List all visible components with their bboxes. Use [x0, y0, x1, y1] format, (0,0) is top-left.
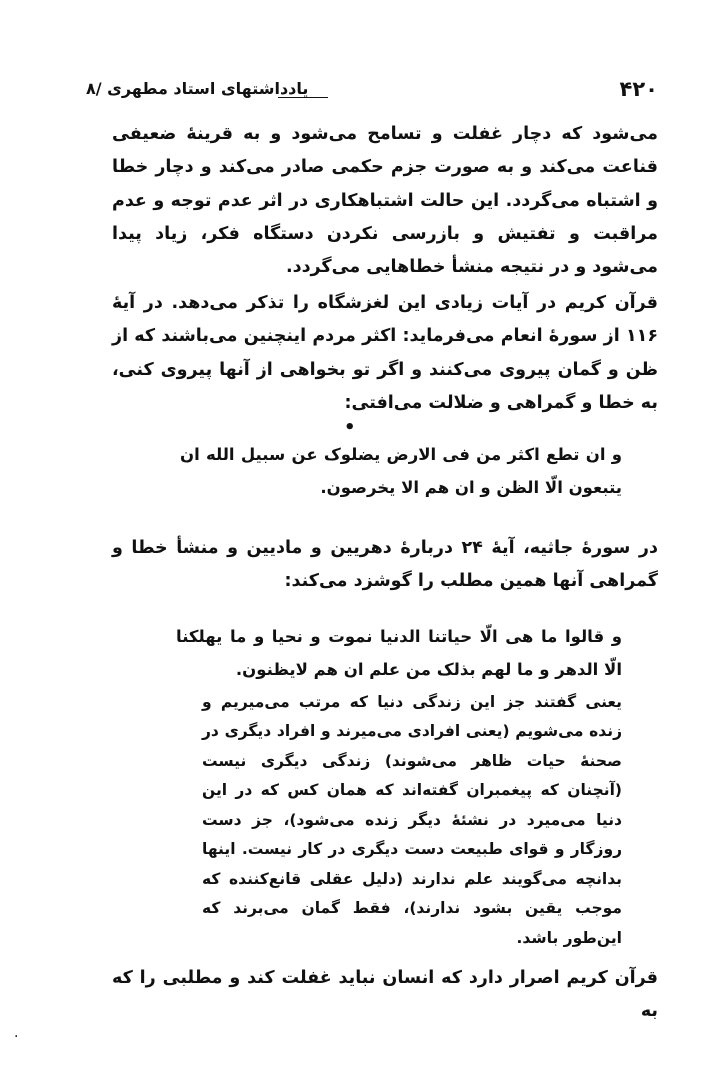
scan-speck: . — [14, 1025, 19, 1041]
translation-paragraph — [202, 688, 622, 953]
paragraph-4-text: قرآن کریم اصرار دارد که انسان نباید غفلت کند و مطلبی را که به — [112, 968, 658, 1022]
paragraph-3-text: در سورهٔ جاثیه، آیهٔ ۲۴ دربارهٔ دهریین و مادیین و منشأ خطا و گمراهی آنها همین مطلب را گوشزد می‌کند: — [112, 538, 658, 592]
stray-dot: • — [344, 417, 356, 438]
paragraph-1 — [112, 118, 658, 284]
paragraph-2 — [112, 287, 658, 420]
quran-quote-1 — [180, 438, 622, 504]
running-title: یادداشتهای استاد مطهری /۸ — [86, 79, 309, 98]
paragraph-1-text: می‌شود که دچار غفلت و تسامح می‌شود و به قرینهٔ ضعیفی قناعت می‌کند و به صورت جزم حکمی صادر می‌کند و دچار خطا و اشتباه می‌گردد. این حالت اشتباهکاری در اثر عدم توجه و عدم مراقبت و تفتیش و بازرسی نکردن دستگاه فکر، زیاد پیدا می‌شود و در نتیجه منشأ خطاهایی می‌گردد. — [112, 124, 658, 277]
quran-quote-2 — [176, 620, 622, 686]
paragraph-3 — [112, 532, 658, 599]
paragraph-4 — [112, 962, 658, 1029]
quran-quote-2-text: و قالوا ما هی الّا حیاتنا الدنیا نموت و نحیا و ما یهلکنا الّا الدهر و ما لهم بذلک من علم ان هم لایظنون. — [176, 627, 622, 679]
page-number: ۴۲۰ — [619, 77, 658, 101]
page-header — [86, 75, 658, 109]
paragraph-2-text: قرآن کریم در آیات زیادی این لغزشگاه را تذکر می‌دهد. در آیهٔ ۱۱۶ از سورهٔ انعام می‌فرماید: اکثر مردم اینچنین می‌باشند که از ظن و گمان پیروی می‌کنند و اگر تو بخواهی از آنها پیروی کنی، به خطا و گمراهی و ضلالت می‌افتی: — [112, 293, 658, 413]
translation-text: یعنی گفتند جز این زندگی دنیا که مرتب می‌میریم و زنده می‌شویم (یعنی افرادی می‌میرند و افراد دیگری در صحنهٔ حیات ظاهر می‌شوند) زندگی دیگری نیست (آنچنان که پیغمبران گفته‌اند که همان کس که در این دنیا می‌میرد در نشئهٔ دیگر زنده می‌شود)، جز دست روزگار و قوای طبیعت دست دیگری در کار نیست. اینها بدانچه می‌گویند علم ندارند (دلیل عقلی قانع‌کننده که موجب یقین بشود ندارند)، فقط گمان می‌برند که این‌طور باشد. — [202, 693, 622, 947]
quran-quote-1-text: و ان تطع اکثر من فی الارض یضلوک عن سبیل الله ان یتبعون الّا الظن و ان هم الا یخرصون. — [180, 445, 622, 497]
